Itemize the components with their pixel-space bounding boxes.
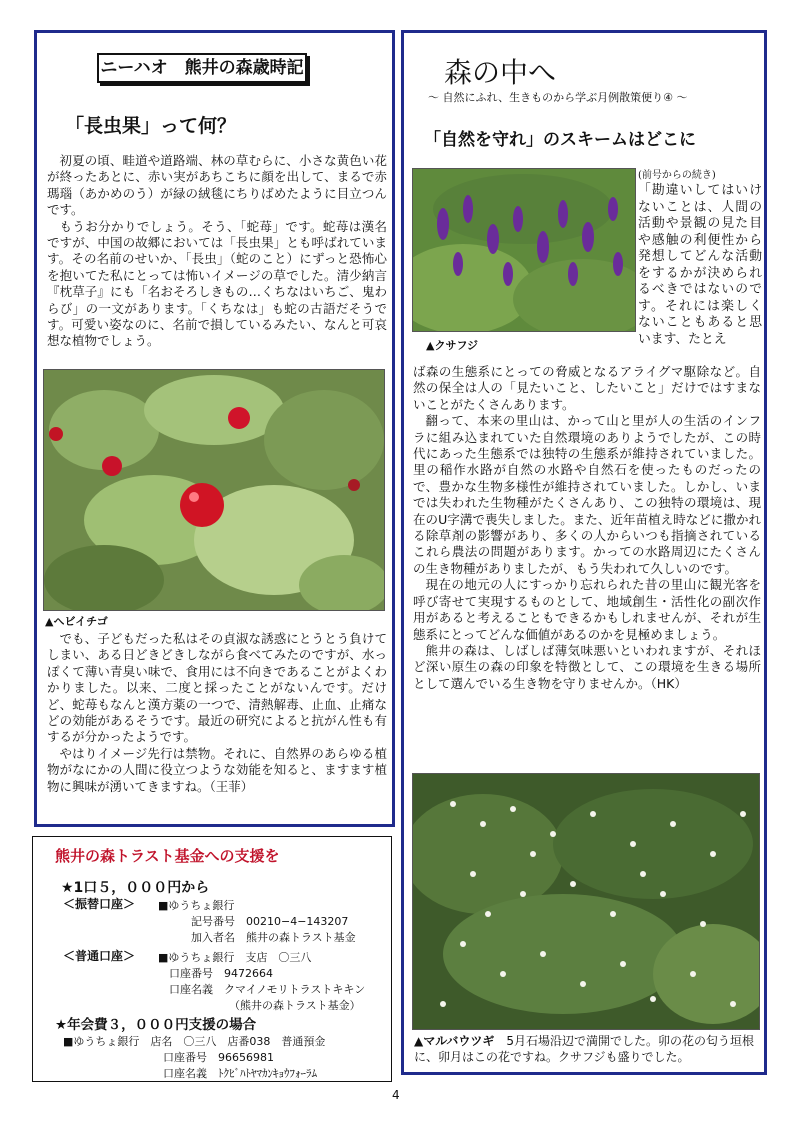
support-box: [32, 836, 392, 1082]
paragraph: ば森の生態系にとっての脅威となるアライグマ駆除など。自然の保全は人の「見たいこと、したいこと」だけではすまないことがたくさんあります。: [413, 364, 761, 412]
right-headline: 「自然を守れ」のスキームはどこに: [424, 130, 696, 150]
paragraph: 翻って、本来の里山は、かって山と里が人の生活のインフラに組み込まれていた自然環境のありようでしたが、この時代にあった生態系では独特の生態系が維持されていました。里の稲作水路が自然の水路や自然石を使ったものだったので、豊かな生物多様性が維持されていました。しかし、いまでは失われた生物種がたくさんあり、この独特の環境は、現在のU字溝で喪失しました。また、近年苗植え時などに撒かれる除草剤の影響があり、多くの人からいつも指摘されているこれら農法の問題があります。かっての水路周辺にたくさんの生き物種がありましたが、もう失われて久しいのです。: [413, 413, 761, 576]
furikae-name: 加入者名 熊井の森トラスト基金: [191, 931, 356, 944]
furikae-number: 記号番号 00210−4−143207: [191, 915, 349, 928]
right-body: [413, 364, 761, 692]
caption-bold: ▲マルバウツギ: [414, 1034, 495, 1048]
marubautsugi-caption: [414, 1033, 760, 1065]
left-article-box: [34, 30, 395, 827]
furikae-bank: ■ゆうちょ銀行: [158, 899, 235, 912]
hebiichigo-photo: [43, 369, 385, 611]
right-subtitle: 〜 自然にふれ、生きものから学ぶ月例散策便り④ 〜: [428, 91, 688, 104]
column-title-box: [97, 53, 307, 83]
continued-note: (前号からの続き): [638, 170, 716, 181]
nenkai-bank: ■ゆうちょ銀行 店名 〇三八 店番038 普通預金: [63, 1035, 326, 1048]
paragraph: でも、子どもだった私はその貞淑な誘惑にとうとう負けてしまい、ある日どきどきしながら食べてみたのですが、水っぽくて薄い青臭い味で、食用には不向きであることがよくわかりました。以来、二度と採ったことがないんです。だけど、蛇苺もなんと漢方薬の一つで、清熱解毒、止血、止痛などの効能があるそうです。最近の研究によると抗がん性も有するが分かったようです。: [47, 631, 387, 745]
kusafuji-caption: ▲クサフジ: [426, 339, 479, 352]
furikae-label: ＜振替口座＞: [63, 897, 136, 911]
futsu-bank: ■ゆうちょ銀行 支店 〇三八: [158, 951, 312, 964]
futsu-label: ＜普通口座＞: [63, 949, 136, 963]
futsu-name-kanji: （熊井の森トラスト基金）: [229, 999, 361, 1012]
side-text: 「勘違いしてはいけないことは、人間の活動や景観の見た目や感触の利便性から発想してどんな活動をするかが決められるべきではないのです。それには楽しくないこともあると思います、たとえ: [638, 183, 762, 347]
nenkai-label: ★年会費３，０００円支援の場合: [55, 1017, 257, 1033]
nenkai-number: 口座番号 96656981: [163, 1051, 274, 1064]
paragraph: やはりイメージ先行は禁物。それに、自然界のあらゆる植物がなにかの人間に役立つような効能を知ると、ますます植物に興味が湧いてきますね。（王菲）: [47, 745, 387, 794]
paragraph: 熊井の森は、しばしば薄気味悪いといわれますが、それほど深い原生の森の印象を特徴として、この環境を生きる場所として選んでいる生き物を守りませんか。（HK）: [413, 642, 761, 691]
unit-label: ★1口５，０００円から: [61, 880, 210, 896]
paragraph: 初夏の頃、畦道や道路端、林の草むらに、小さな黄色い花が終ったあとに、赤い実があちこちに顔を出して、まるで赤瑪瑙（あかめのう）が緑の絨毯にちりばめたように目立つんです。: [47, 153, 387, 218]
paragraph: もうお分かりでしょう。そう、「蛇苺」です。蛇苺は漢名ですが、中国の故郷においては「長虫果」とも呼ばれています。その名前のせいか、「長虫」（蛇のこと）にずっと恐怖心を抱いてた私にとっては怖いイメージの草でした。清少納言『枕草子』にも「名おそろしきもの…くちなはいちご、鬼わらび」の一文があります。「くちなは」も蛇の古語だそうです。可愛い姿なのに、名前で損しているみたい、なんと可哀想な植物でしょう。: [47, 218, 387, 349]
hebiichigo-caption: ▲ヘビイチゴ: [45, 615, 108, 628]
article-body-2: [47, 631, 387, 795]
marubautsugi-photo: [412, 773, 760, 1030]
nenkai-name: 口座名義 ﾄｸﾋﾞﾊﾄﾔﾏｶﾝｷｮｳﾌｫｰﾗﾑ: [163, 1067, 317, 1080]
support-title: 熊井の森トラスト基金への支援を: [55, 847, 280, 865]
right-title: 森の中へ: [444, 56, 557, 89]
futsu-number: 口座番号 9472664: [169, 967, 273, 980]
caption-text: 5月石場沿辺で満開でした。卯の花の匂う垣根に、卯月はこの花ですね。クサフジも盛りでした。: [414, 1034, 755, 1064]
article-body-1: [47, 153, 387, 350]
column-title: ニーハオ 熊井の森歳時記: [100, 58, 304, 78]
page-number: 4: [392, 1088, 400, 1102]
futsu-name: 口座名義 クマイノモリトラストキキン: [169, 983, 366, 996]
article-headline: 「長虫果」って何？: [65, 115, 237, 137]
kusafuji-photo: [412, 168, 636, 332]
right-article-box: [401, 30, 767, 1075]
paragraph: 現在の地元の人にすっかり忘れられた昔の里山に観光客を呼び寄せて実現するものとして、地域創生・活性化の副次作用があると考えることもできるかもしれませんが、それが生態系にとってどんな価値があるのかを見極めましょう。: [413, 577, 761, 642]
